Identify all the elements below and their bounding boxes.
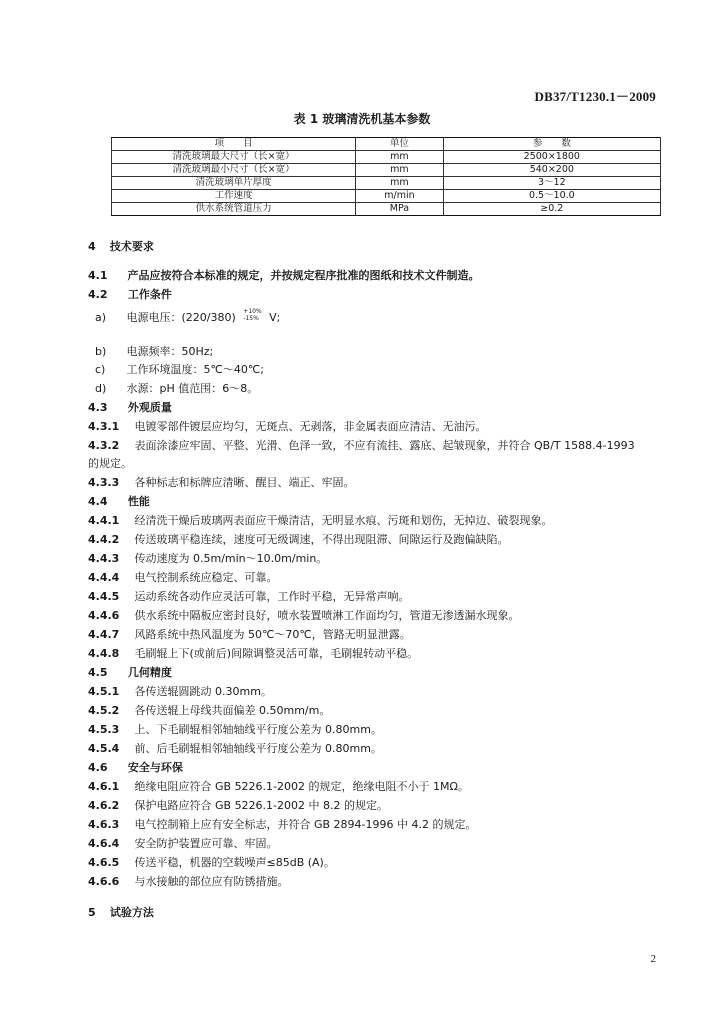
clause-4-6-3 — [88, 818, 477, 832]
clause-text: 传动速度为 0.5m/min～10.0m/min。 — [134, 552, 328, 565]
clause-4-3-3 — [88, 476, 355, 490]
clause-4-4-3 — [88, 552, 327, 566]
subsection-heading — [88, 761, 183, 775]
clause-4-4-8 — [88, 647, 418, 661]
section-title: 技术要求 — [109, 240, 154, 253]
clause-number: 4.3.2 — [88, 439, 120, 452]
subsection-heading — [88, 288, 172, 302]
section-number: 4.3 — [88, 401, 108, 414]
clause-text: 电气控制系统应稳定、可靠。 — [134, 571, 278, 584]
section-title: 性能 — [127, 495, 150, 508]
clause-text: 上、下毛刷辊相邻轴轴线平行度公差为 0.80mm。 — [134, 723, 382, 736]
clause-text: 各传送辊上母线共面偏差 0.50mm/m。 — [134, 704, 331, 717]
clause-number: 4.3.1 — [88, 420, 120, 433]
clause-4-5-4 — [88, 742, 382, 756]
clause-number: 4.5.4 — [88, 742, 120, 755]
clause-number: 4.4.1 — [88, 514, 120, 527]
clause-number: 4.6.5 — [88, 856, 120, 869]
section-number: 5 — [88, 906, 96, 919]
subsection-heading — [88, 401, 172, 415]
list-label: a) — [95, 311, 107, 324]
clause-text: 传送平稳，机器的空载噪声≤85dB (A)。 — [134, 856, 335, 869]
section-number: 4 — [88, 240, 96, 253]
list-label: d) — [95, 382, 107, 395]
subsection-heading — [88, 495, 150, 509]
table-header-cell: 参 数 — [443, 138, 660, 151]
clause-text: 毛刷辊上下(或前后)间隙调整灵活可靠，毛刷辊转动平稳。 — [134, 647, 419, 660]
clause-number: 4.1 — [88, 269, 108, 282]
clause-number: 4.4.5 — [88, 590, 120, 603]
list-text: 电源频率：50Hz; — [126, 345, 214, 358]
clause-number: 4.4.8 — [88, 647, 120, 660]
table-cell: 3～12 — [443, 177, 660, 190]
clause-text: 产品应按符合本标准的规定，并按规定程序批准的图纸和技术文件制造。 — [127, 269, 480, 282]
clause-text: 与水接触的部位应有防锈措施。 — [134, 875, 289, 888]
tolerance-stack — [243, 308, 261, 322]
clause-text: 表面涂漆应牢固、平整、光滑、色泽一致，不应有流挂、露底、起皱现象，并符合 QB/T 1588.4-1993 — [134, 439, 635, 452]
clause-text: 前、后毛刷辊相邻轴轴线平行度公差为 0.80mm。 — [134, 742, 382, 755]
clause-text: 风路系统中热风温度为 50℃～70℃，管路无明显泄露。 — [134, 628, 411, 641]
clause-number: 4.6.2 — [88, 799, 120, 812]
section-title: 几何精度 — [127, 666, 172, 679]
table-row — [112, 177, 661, 190]
list-item-a — [95, 308, 281, 325]
clause-number: 4.4.4 — [88, 571, 120, 584]
list-label: b) — [95, 345, 107, 358]
clause-number: 4.4.6 — [88, 609, 120, 622]
clause-number: 4.4.3 — [88, 552, 120, 565]
page-number: 2 — [650, 953, 656, 965]
clause-text: 供水系统中隔板应密封良好，喷水装置喷淋工作面均匀，管道无渗透漏水现象。 — [134, 609, 520, 622]
table-cell: 清洗玻璃最大尺寸（长×宽） — [112, 151, 356, 164]
section-number: 4.5 — [88, 666, 108, 679]
table-cell: 工作速度 — [112, 190, 356, 203]
table-cell: mm — [356, 164, 443, 177]
clause-4-6-2 — [88, 799, 388, 813]
table-header-cell: 单位 — [356, 138, 443, 151]
list-text: 电源电压：(220/380) — [126, 311, 236, 324]
clause-number: 4.5.2 — [88, 704, 120, 717]
list-item-d — [95, 382, 258, 396]
clause-4-3-2-continued — [88, 457, 132, 471]
tolerance-plus: +10% — [243, 308, 262, 315]
clause-4-4-7 — [88, 628, 411, 642]
clause-4-5-1 — [88, 685, 272, 699]
table-cell: 供水系统管道压力 — [112, 203, 356, 216]
clause-4-6-1 — [88, 780, 469, 794]
list-text: 水源：pH 值范围：6～8。 — [126, 382, 259, 395]
section-number: 4.6 — [88, 761, 108, 774]
table-cell: 清洗玻璃单片厚度 — [112, 177, 356, 190]
list-text: 工作环境温度：5℃～40℃; — [126, 363, 264, 376]
section-heading — [88, 240, 154, 254]
clause-4-6-5 — [88, 856, 335, 870]
clause-text: 保护电路应符合 GB 5226.1-2002 中 8.2 的规定。 — [134, 799, 388, 812]
document-code: DB37/T1230.1－2009 — [534, 89, 656, 104]
clause-4-6-6 — [88, 875, 289, 889]
section-title: 工作条件 — [127, 288, 172, 301]
section-title: 试验方法 — [109, 906, 154, 919]
parameters-table — [111, 137, 661, 216]
clause-4-4-5 — [88, 590, 410, 604]
clause-number: 4.3.3 — [88, 476, 120, 489]
clause-number: 4.6.6 — [88, 875, 120, 888]
table-row — [112, 190, 661, 203]
clause-4-4-4 — [88, 571, 278, 585]
clause-text: 电气控制箱上应有安全标志，并符合 GB 2894-1996 中 4.2 的规定。 — [134, 818, 477, 831]
table-row — [112, 203, 661, 216]
section-heading — [88, 906, 154, 920]
clause-text-continued: 的规定。 — [88, 457, 132, 470]
clause-number: 4.6.1 — [88, 780, 120, 793]
list-item-c — [95, 363, 264, 377]
subsection-heading — [88, 666, 172, 680]
table-cell: m/min — [356, 190, 443, 203]
list-unit: V; — [269, 311, 281, 324]
table-cell: mm — [356, 151, 443, 164]
clause-text: 传送玻璃平稳连续，速度可无级调速，不得出现阻滞、间隙运行及跑偏缺陷。 — [134, 533, 509, 546]
section-title: 安全与环保 — [127, 761, 183, 774]
table-cell: mm — [356, 177, 443, 190]
list-item-b — [95, 345, 213, 359]
clause-number: 4.5.3 — [88, 723, 120, 736]
clause-number: 4.4.2 — [88, 533, 120, 546]
table-cell: 2500×1800 — [443, 151, 660, 164]
clause-4-1 — [88, 269, 480, 283]
table-cell: 0.5～10.0 — [443, 190, 660, 203]
clause-number: 4.4.7 — [88, 628, 120, 641]
clause-text: 运动系统各动作应灵活可靠，工作时平稳，无异常声响。 — [134, 590, 410, 603]
section-title: 外观质量 — [127, 401, 172, 414]
table-cell: 清洗玻璃最小尺寸（长×宽） — [112, 164, 356, 177]
table-header-row — [112, 138, 661, 151]
clause-4-6-4 — [88, 837, 278, 851]
table-cell: ≥0.2 — [443, 203, 660, 216]
clause-number: 4.5.1 — [88, 685, 120, 698]
clause-4-5-2 — [88, 704, 330, 718]
clause-4-5-3 — [88, 723, 382, 737]
section-number: 4.4 — [88, 495, 108, 508]
clause-4-4-6 — [88, 609, 520, 623]
table-row — [112, 151, 661, 164]
list-label: c) — [95, 363, 106, 376]
clause-number: 4.6.3 — [88, 818, 120, 831]
clause-text: 安全防护装置应可靠、牢固。 — [134, 837, 278, 850]
tolerance-minus: -15% — [243, 315, 259, 322]
clause-text: 各种标志和标牌应清晰、醒目、端正、牢固。 — [134, 476, 355, 489]
clause-4-3-1 — [88, 420, 487, 434]
table-cell: MPa — [356, 203, 443, 216]
table-row — [112, 164, 661, 177]
clause-4-3-2 — [88, 439, 635, 453]
table-title: 表 1 玻璃清洗机基本参数 — [293, 112, 431, 126]
clause-4-4-1 — [88, 514, 553, 528]
clause-number: 4.6.4 — [88, 837, 120, 850]
clause-4-4-2 — [88, 533, 509, 547]
clause-text: 各传送辊圆跳动 0.30mm。 — [134, 685, 272, 698]
table-header-cell: 项 目 — [112, 138, 356, 151]
clause-text: 经清洗干燥后玻璃两表面应干燥清洁，无明显水痕、污斑和划伤，无掉边、破裂现象。 — [134, 514, 553, 527]
clause-text: 电镀零部件镀层应均匀，无斑点、无剥落，非金属表面应清洁、无油污。 — [134, 420, 487, 433]
clause-text: 绝缘电阻应符合 GB 5226.1-2002 的规定，绝缘电阻不小于 1MΩ。 — [134, 780, 469, 793]
table-cell: 540×200 — [443, 164, 660, 177]
section-number: 4.2 — [88, 288, 108, 301]
